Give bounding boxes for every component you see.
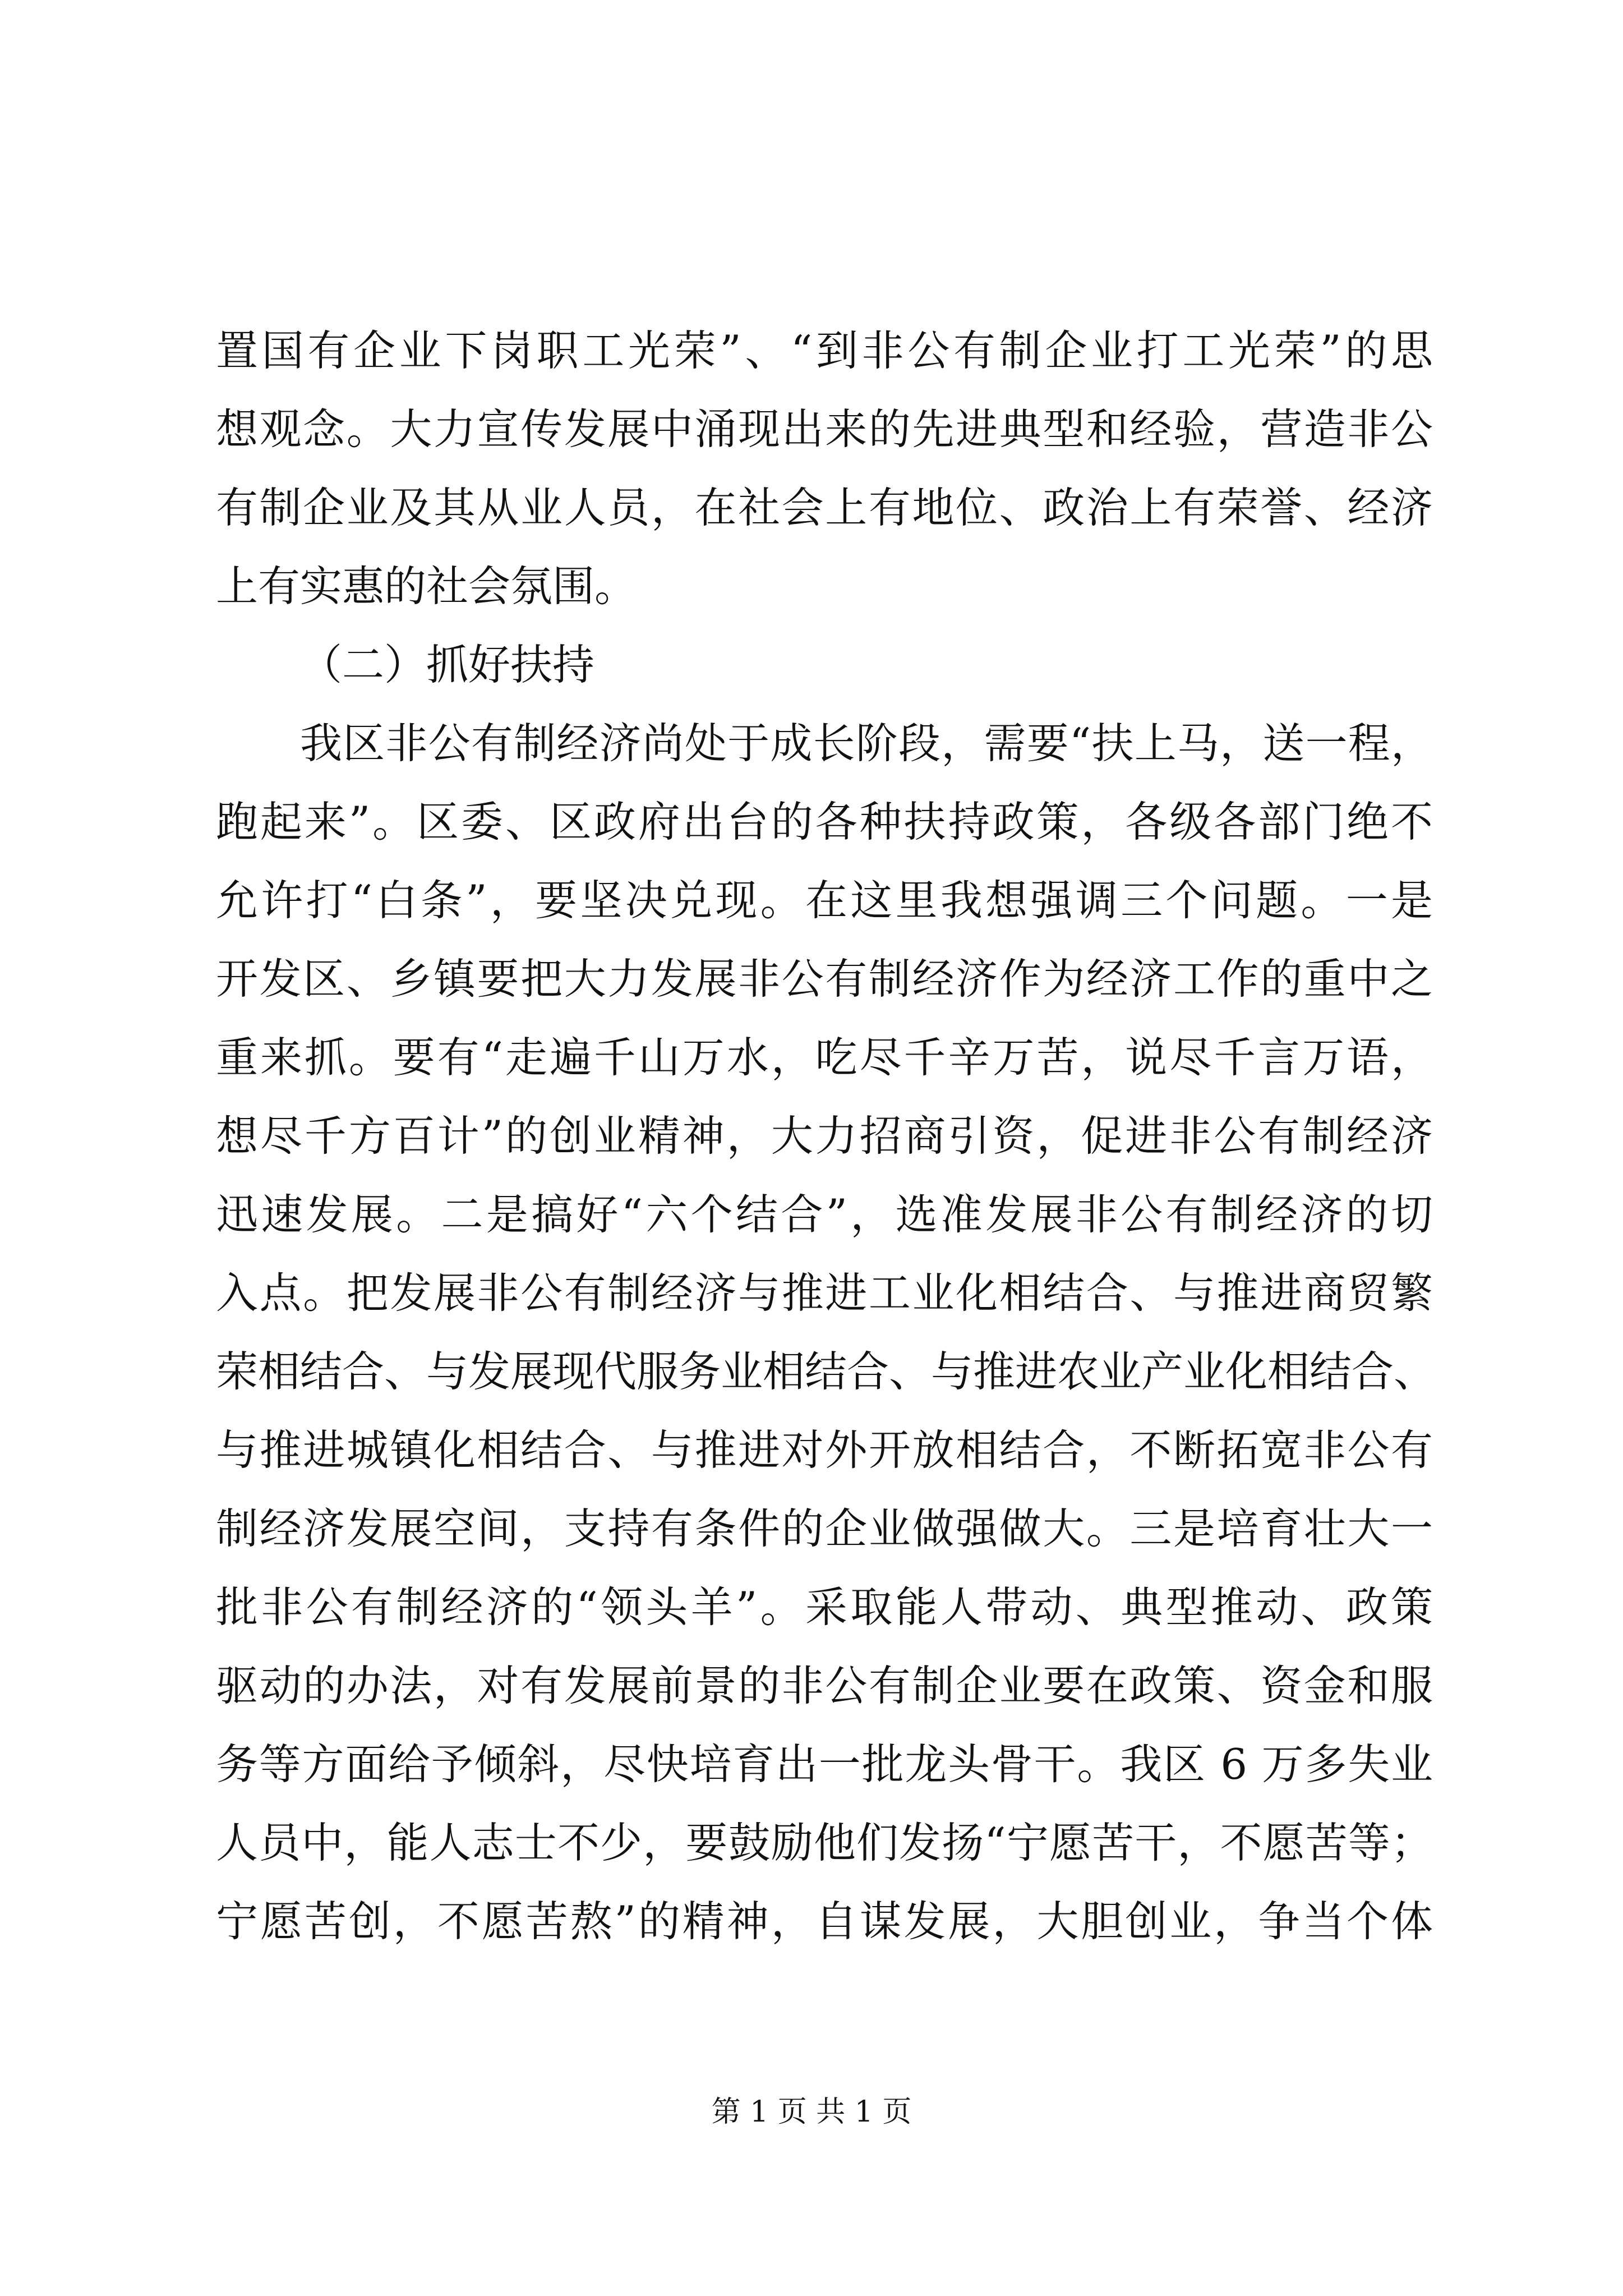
body-line-6: 我区非公有制经济尚处于成长阶段，需要“扶上马，送一程， — [300, 719, 1433, 768]
section-heading: （二）抓好扶持 — [300, 640, 595, 689]
body-line-13: 入点。把发展非公有制经济与推进工业化相结合、与推进商贸繁 — [216, 1268, 1433, 1318]
body-line-20: 人员中，能人志士不少，要鼓励他们发扬“宁愿苦干，不愿苦等； — [216, 1818, 1433, 1867]
body-line-4: 上有实惠的社会氛围。 — [216, 562, 637, 611]
body-line-9: 开发区、乡镇要把大力发展非公有制经济作为经济工作的重中之 — [216, 954, 1433, 1004]
body-line-3: 有制企业及其从业人员，在社会上有地位、政治上有荣誉、经济 — [216, 483, 1433, 532]
body-line-15: 与推进城镇化相结合、与推进对外开放相结合，不断拓宽非公有 — [216, 1425, 1433, 1475]
body-line-12: 迅速发展。二是搞好“六个结合”，选准发展非公有制经济的切 — [216, 1190, 1433, 1239]
body-line-1: 置国有企业下岗职工光荣”、“到非公有制企业打工光荣”的思 — [216, 326, 1433, 375]
body-line-17: 批非公有制经济的“领头羊”。采取能人带动、典型推动、政策 — [216, 1582, 1433, 1632]
body-line-11: 想尽千方百计”的创业精神，大力招商引资，促进非公有制经济 — [216, 1111, 1433, 1161]
body-line-14: 荣相结合、与发展现代服务业相结合、与推进农业产业化相结合、 — [216, 1347, 1436, 1396]
body-line-2: 想观念。大力宣传发展中涌现出来的先进典型和经验，营造非公 — [216, 404, 1433, 454]
page-number-footer: 第 1 页 共 1 页 — [711, 2095, 912, 2129]
body-line-21: 宁愿苦创，不愿苦熬”的精神，自谋发展，大胆创业，争当个体 — [216, 1897, 1433, 1946]
body-line-10: 重来抓。要有“走遍千山万水，吃尽千辛万苦，说尽千言万语， — [216, 1033, 1433, 1082]
body-line-18: 驱动的办法，对有发展前景的非公有制企业要在政策、资金和服 — [216, 1661, 1433, 1710]
body-line-19: 务等方面给予倾斜，尽快培育出一批龙头骨干。我区 6 万多失业 — [216, 1740, 1433, 1789]
body-line-7: 跑起来”。区委、区政府出台的各种扶持政策，各级各部门绝不 — [216, 797, 1433, 846]
body-line-16: 制经济发展空间，支持有条件的企业做强做大。三是培育壮大一 — [216, 1504, 1433, 1553]
body-line-8: 允许打“白条”，要坚决兑现。在这里我想强调三个问题。一是 — [216, 876, 1433, 925]
